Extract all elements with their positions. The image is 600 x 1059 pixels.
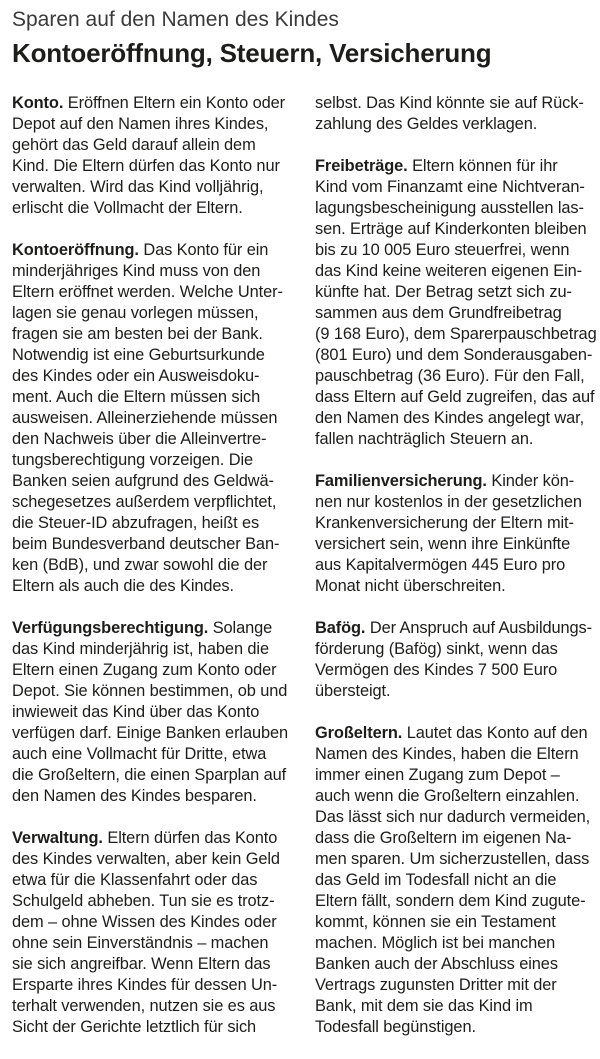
text-line (315, 975, 593, 996)
text-line (12, 177, 298, 198)
text-line (315, 198, 593, 219)
line-text: tungsberechtigung vorzeigen. Die (12, 451, 253, 469)
line-text: etwa für die Klassenfahrt oder das (12, 871, 258, 889)
text-line (315, 177, 593, 198)
text-line (12, 681, 298, 702)
text-line (315, 282, 593, 303)
text-line (315, 492, 593, 513)
line-text: terhalt verwenden, nutzen sie es aus (12, 997, 276, 1015)
line-text: (801 Euro) und dem Sonderausgaben- (315, 346, 593, 364)
text-line (315, 933, 593, 954)
text-line (12, 975, 298, 996)
line-text: den Namen des Kindes angelegt war, (315, 409, 585, 427)
line-text: das Geld im Todesfall nicht an die (315, 871, 557, 889)
line-text: Sicht der Gerichte letztlich für sich (12, 1018, 257, 1036)
text-line (12, 324, 298, 345)
line-text: erlischt die Vollmacht der Eltern. (12, 199, 243, 217)
line-text: dass die Großeltern im eigenen Na- (315, 829, 572, 847)
text-line (12, 954, 298, 975)
paragraph-freibetraege (315, 156, 597, 450)
text-line (12, 198, 298, 219)
line-text: Bank, mit dem sie das Kind im (315, 997, 533, 1015)
text-line (315, 513, 593, 534)
line-text: Monat nicht überschreiten. (315, 577, 506, 595)
text-line (315, 576, 593, 597)
text-line (315, 786, 593, 807)
text-line (315, 471, 593, 492)
line-text: men sparen. Um sicherzustellen, dass (315, 850, 590, 868)
line-text: bis zu 10 005 Euro steuerfrei, wenn (315, 241, 570, 259)
line-text: Lautet das Konto auf den (406, 724, 588, 742)
line-text: Eltern fällt, sondern dem Kind zugute- (315, 892, 586, 910)
text-line (315, 555, 593, 576)
text-line (12, 471, 298, 492)
line-text: ken (BdB), und zwar sowohl die der (12, 556, 268, 574)
text-line (315, 912, 593, 933)
paragraph-term: Konto. (12, 94, 64, 112)
text-line (12, 366, 298, 387)
text-line (315, 870, 593, 891)
line-text: Schulgeld abheben. Tun sie es trotz- (12, 892, 275, 910)
text-line (12, 723, 298, 744)
line-text: sammen aus dem Grundfreibetrag (315, 304, 562, 322)
line-text: dass Eltern auf Geld zugreifen, das auf (315, 388, 595, 406)
paragraph-kontoeroeffnung (12, 240, 298, 597)
line-text: fragen sie am besten bei der Bank. (12, 325, 263, 343)
text-line (315, 219, 593, 240)
line-text: inwieweit das Kind über das Konto (12, 703, 260, 721)
line-text: das Kind minderjährig ist, haben die (12, 640, 269, 658)
text-line (315, 240, 593, 261)
article-headline: Kontoeröffnung, Steuern, Versicherung (12, 38, 492, 68)
line-text: Kind vom Finanzamt eine Nichtveran- (315, 178, 585, 196)
paragraph-konto (12, 93, 298, 219)
text-line (12, 828, 298, 849)
paragraph-term: Verfügungsberechtigung. (12, 619, 209, 637)
line-text: Der Anspruch auf Ausbildungs- (369, 619, 593, 637)
line-text: schegesetzes außerdem verpflichtet, (12, 493, 277, 511)
line-text: des Kindes oder ein Ausweisdoku- (12, 367, 260, 385)
line-text: Vermögen des Kindes 7 500 Euro (315, 661, 558, 679)
paragraph-familienversicherung (315, 471, 593, 597)
text-line (12, 639, 298, 660)
line-text: den Namen des Kindes besparen. (12, 787, 257, 805)
text-line (315, 996, 593, 1017)
text-line (12, 786, 298, 807)
line-text: ohne sein Einverständnis – machen (12, 934, 269, 952)
line-text: Todesfall begünstigen. (315, 1018, 476, 1036)
text-line (12, 93, 298, 114)
text-line (12, 849, 298, 870)
line-text: Eltern als auch die des Kindes. (12, 577, 234, 595)
line-text: den Nachweis über die Alleinvertre- (12, 430, 267, 448)
line-text: (9 168 Euro), dem Sparerpauschbetrag (315, 325, 597, 343)
paragraph-term: Bafög. (315, 619, 366, 637)
line-text: Eltern einen Zugang zum Konto oder (12, 661, 277, 679)
text-line (12, 135, 298, 156)
line-text: sen. Erträge auf Kinderkonten bleiben (315, 220, 587, 238)
line-text: auch eine Vollmacht für Dritte, etwa (12, 745, 267, 763)
line-text: des Kindes verwalten, aber kein Geld (12, 850, 280, 868)
line-text: Namen des Kindes, haben die Eltern (315, 745, 579, 763)
text-line (315, 618, 593, 639)
line-text: lagen sie genau vorlegen müssen, (12, 304, 259, 322)
line-text: minderjähriges Kind muss von den (12, 262, 261, 280)
text-line (12, 618, 298, 639)
line-text: aus Kapitalvermögen 445 Euro pro (315, 556, 566, 574)
line-text: das Kind keine weiteren eigenen Ein- (315, 262, 583, 280)
line-text: Kind. Die Eltern dürfen das Konto nur (12, 157, 280, 175)
text-line (12, 912, 298, 933)
text-line (12, 996, 298, 1017)
line-text: übersteigt. (315, 682, 391, 700)
article-kicker: Sparen auf den Namen des Kindes (12, 8, 339, 31)
line-text: fallen nachträglich Steuern an. (315, 430, 534, 448)
paragraph-verwaltung (12, 828, 298, 1038)
line-text: Ersparte ihres Kindes für dessen Un- (12, 976, 278, 994)
paragraph-term: Verwaltung. (12, 829, 103, 847)
text-line (12, 408, 298, 429)
line-text: Eltern können für ihr (412, 157, 558, 175)
paragraph-continuation (315, 93, 593, 135)
text-line (315, 639, 593, 660)
line-text: immer einen Zugang zum Depot – (315, 766, 560, 784)
line-text: Eltern dürfen das Konto (107, 829, 278, 847)
line-text: Krankenversicherung der Eltern mit- (315, 514, 574, 532)
line-text: selbst. Das Kind könnte sie auf Rück- (315, 94, 584, 112)
text-line (12, 555, 298, 576)
line-text: verwalten. Wird das Kind volljährig, (12, 178, 264, 196)
text-line (315, 408, 593, 429)
line-text: lagungsbescheinigung ausstellen las- (315, 199, 584, 217)
line-text: beim Bundesverband deutscher Ban- (12, 535, 280, 553)
paragraph-bafoeg (315, 618, 593, 702)
text-line (315, 345, 593, 366)
text-line (12, 891, 298, 912)
line-text: gehört das Geld darauf allein dem (12, 136, 256, 154)
text-line (315, 681, 593, 702)
line-text: künfte hat. Der Betrag setzt sich zu- (315, 283, 572, 301)
text-line (12, 933, 298, 954)
text-line (12, 534, 298, 555)
line-text: Vertrags zugunsten Dritter mit der (315, 976, 557, 994)
line-text: kommt, können sie ein Testament (315, 913, 556, 931)
paragraph-term: Familienversicherung. (315, 472, 487, 490)
line-text: Depot. Sie können bestimmen, ob und (12, 682, 288, 700)
text-line (315, 723, 593, 744)
line-text: Das lässt sich nur dadurch vermeiden, (315, 808, 591, 826)
line-text: zahlung des Geldes verklagen. (315, 115, 538, 133)
text-line (12, 261, 298, 282)
line-text: die Steuer-ID abzufragen, heißt es (12, 514, 260, 532)
text-line (315, 303, 593, 324)
paragraph-term: Großeltern. (315, 724, 403, 742)
line-text: Eltern eröffnet werden. Welche Unter- (12, 283, 283, 301)
text-line (315, 744, 593, 765)
line-text: versichert sein, wenn ihre Einkünfte (315, 535, 571, 553)
text-line (12, 870, 298, 891)
text-line (12, 345, 298, 366)
line-text: verfügen darf. Einige Banken erlauben (12, 724, 289, 742)
line-text: machen. Möglich ist bei manchen (315, 934, 556, 952)
text-line (12, 156, 298, 177)
text-line (12, 576, 298, 597)
text-line (12, 282, 298, 303)
text-line (12, 765, 298, 786)
line-text: Das Konto für ein (143, 241, 269, 259)
line-text: die Großeltern, die einen Sparplan auf (12, 766, 287, 784)
text-line (315, 954, 593, 975)
text-line (12, 513, 298, 534)
text-line (12, 660, 298, 681)
line-text: ment. Auch die Eltern müssen sich (12, 388, 261, 406)
line-text: Kinder kön- (491, 472, 575, 490)
left-text-column (12, 93, 298, 1059)
line-text: Depot auf den Namen ihres Kindes, (12, 115, 269, 133)
text-line (315, 387, 593, 408)
line-text: ausweisen. Alleinerziehende müssen (12, 409, 278, 427)
text-line (315, 324, 597, 345)
text-line (315, 534, 593, 555)
text-line (315, 828, 593, 849)
line-text: Notwendig ist eine Geburtsurkunde (12, 346, 265, 364)
text-line (315, 156, 593, 177)
text-line (315, 114, 593, 135)
text-line (315, 660, 593, 681)
text-line (12, 450, 298, 471)
line-text: Banken seien aufgrund des Geldwä- (12, 472, 274, 490)
text-line (315, 429, 593, 450)
text-line (315, 891, 593, 912)
text-line (12, 387, 298, 408)
line-text: sie sich angreifbar. Wenn Eltern das (12, 955, 271, 973)
text-line (315, 807, 593, 828)
text-line (315, 261, 593, 282)
line-text: pauschbetrag (36 Euro). Für den Fall, (315, 367, 585, 385)
text-line (315, 93, 593, 114)
text-line (12, 240, 298, 261)
text-line (12, 303, 298, 324)
text-line (12, 114, 298, 135)
text-line (12, 429, 298, 450)
paragraph-verfuegungsberechtigung (12, 618, 298, 807)
text-line (315, 366, 593, 387)
text-line (12, 492, 298, 513)
text-line (315, 765, 593, 786)
text-line (315, 849, 593, 870)
text-line (12, 744, 298, 765)
line-text: Banken auch der Abschluss eines (315, 955, 558, 973)
text-line (12, 702, 298, 723)
line-text: Eröffnen Eltern ein Konto oder (67, 94, 285, 112)
line-text: dem – ohne Wissen des Kindes oder (12, 913, 277, 931)
right-text-column (315, 93, 597, 1059)
line-text: nen nur kostenlos in der gesetzlichen (315, 493, 582, 511)
paragraph-term: Freibeträge. (315, 157, 408, 175)
line-text: förderung (Bafög) sinkt, wenn das (315, 640, 558, 658)
paragraph-grosseltern (315, 723, 593, 1038)
line-text: Solange (212, 619, 273, 637)
line-text: auch wenn die Großeltern einzahlen. (315, 787, 580, 805)
paragraph-term: Kontoeröffnung. (12, 241, 139, 259)
